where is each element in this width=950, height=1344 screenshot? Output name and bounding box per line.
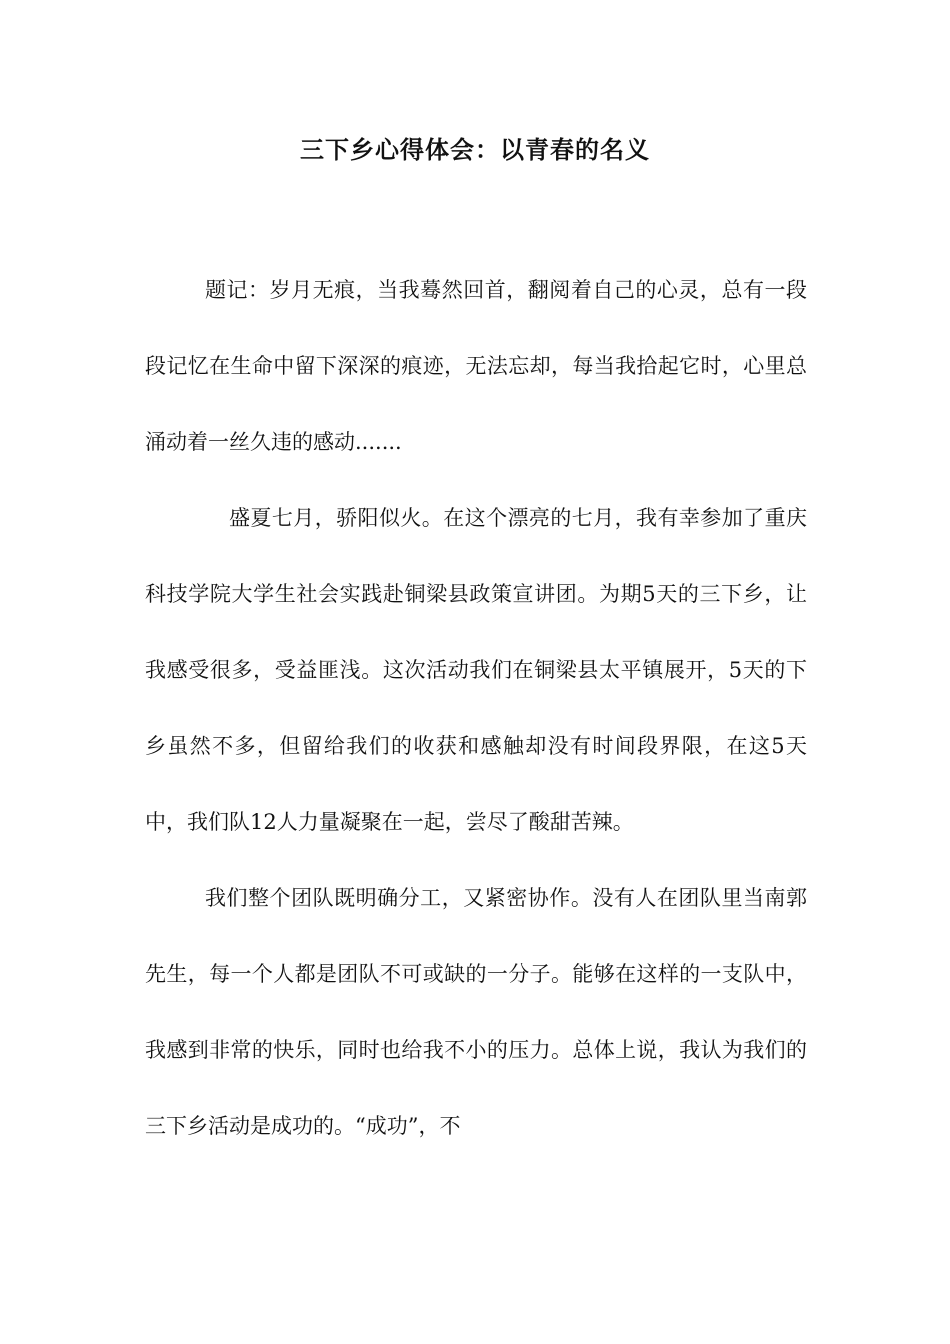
document-title: 三下乡心得体会：以青春的名义 [300,136,650,164]
paragraph-summer-practice: 盛夏七月，骄阳似火。在这个漂亮的七月，我有幸参加了重庆科技学院大学生社会实践赴铜梁县政策宣讲团。为期5天的三下乡，让我感受很多，受益匪浅。这次活动我们在铜梁县太平镇展开，5天的下乡虽然不多，但留给我们的收获和感触却没有时间段界限，在这5天中，我们队12人力量凝聚在一起，尝尽了酸甜苦辣。 [145,506,807,834]
document-body [145,252,807,1164]
paragraph-teamwork: 我们整个团队既明确分工，又紧密协作。没有人在团队里当南郭先生，每一个人都是团队不可或缺的一分子。能够在这样的一支队中，我感到非常的快乐，同时也给我不小的压力。总体上说，我认为我们的三下乡活动是成功的。“成功”，不 [145,886,807,1138]
paragraph-epigraph: 题记：岁月无痕，当我蓦然回首，翻阅着自己的心灵，总有一段段记忆在生命中留下深深的痕迹，无法忘却，每当我拾起它时，心里总涌动着一丝久违的感动....... [145,278,807,454]
